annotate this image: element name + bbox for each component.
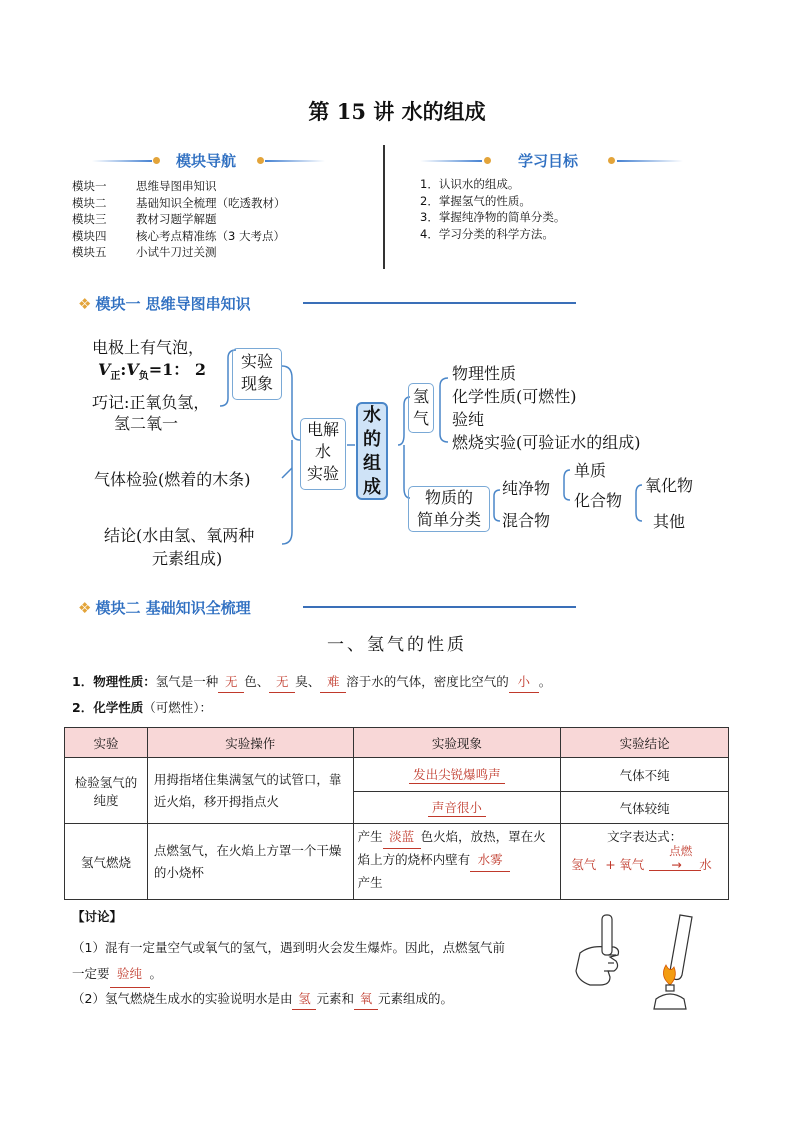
col-header: 实验结论 [561,728,729,758]
table-row [65,758,729,792]
experiment-table [64,727,729,900]
volume-ratio: $V_正:V_负=1$： 2 [98,360,206,383]
nav-item[interactable]: 模块三 教材习题学解题 [72,212,217,226]
center-topic-box: 水 的 组 成 [356,402,388,500]
table-cell: 产生 淡蓝 色火焰，放热，罩在火焰上方的烧杯内壁有 水雾 产生 [353,824,561,900]
nav-heading-dot-right [257,157,264,164]
answer-blank[interactable]: 声音很小 [428,798,486,817]
oxide: 氧化物 [645,476,694,495]
goals-heading-dot-right [608,157,615,164]
phenomenon-label-box: 实验 现象 [232,348,282,400]
module2-heading-line [303,606,576,608]
header-divider [383,145,385,269]
nav-item[interactable]: 模块一 思维导图串知识 [72,179,217,193]
nav-heading-line-left [92,160,152,162]
answer-blank[interactable]: 验纯 [110,961,150,988]
diamond-icon: ❖ [78,294,92,313]
diamond-icon: ❖ [78,598,92,617]
hydrogen-box: 氢 气 [408,383,434,433]
table-cell: 用拇指堵住集满氢气的试管口，靠近火焰，移开拇指点火 [147,758,353,824]
table-cell [353,792,561,824]
goals-heading: 学习目标 [518,152,579,170]
nav-heading: 模块导航 [176,152,237,170]
h-prop-purity: 验纯 [452,410,485,429]
h-prop-chemical: 化学性质(可燃性) [452,387,577,406]
physical-property: 1．物理性质：氢气是一种 无 色、 无 臭、 难 溶于水的气体，密度比空气的 小 。 [72,672,551,693]
pure-substance: 纯净物 [502,479,551,498]
alcohol-lamp-icon [654,985,686,1009]
module1-heading-line [303,302,576,304]
answer-blank[interactable]: 氧 [354,989,378,1010]
flame-icon [663,965,675,985]
goals-heading-dot-left [484,157,491,164]
module2-heading-text: 模块二 基础知识全梳理 [95,599,251,617]
table-cell: 检验氢气的纯度 [65,758,148,824]
hydrogen-test-illustration [570,905,720,1015]
col-header: 实验操作 [147,728,353,758]
electrolysis-box: 电解 水 实验 [300,418,346,490]
col-header: 实验现象 [353,728,561,758]
test-tube-icon [602,915,612,955]
phenomenon-line-1: 电极上有气泡， [92,338,205,357]
discussion-point-2: （2）氢气燃烧生成水的实验说明水是由 氢 元素和 氧 元素组成的。 [72,989,453,1010]
compound: 化合物 [574,491,623,510]
answer-blank[interactable]: 无 [218,672,244,693]
answer-blank[interactable]: 小 [509,672,539,693]
answer-blank[interactable]: 氢 [292,989,316,1010]
answer-blank[interactable]: 淡蓝 [383,826,421,849]
discussion-heading: 【讨论】 [72,909,123,924]
classify-box: 物质的 简单分类 [408,486,490,532]
nav-item[interactable]: 模块二 基础知识全梳理（吃透教材） [72,195,286,210]
goal-item: 2．掌握氢气的性质。 [420,193,531,208]
module2-heading [78,597,251,618]
answer-blank[interactable]: 水雾 [470,849,510,872]
simple-substance: 单质 [574,461,607,480]
h-prop-physical: 物理性质 [452,364,517,383]
answer-blank[interactable]: 难 [320,672,346,693]
table-cell: 气体较纯 [561,792,729,824]
goal-item: 4．学习分类的科学方法。 [420,226,554,241]
gas-test: 气体检验(燃着的木条) [94,470,251,489]
table-cell: 氢气燃烧 [65,824,148,900]
goals-heading-line-right [617,160,683,162]
nav-heading-line-right [265,160,325,162]
goals-list [420,176,565,242]
section-heading: 一、氢气的性质 [327,635,467,655]
nav-list [72,178,286,261]
chemical-property: 2．化学性质（可燃性）： [72,700,212,715]
nav-heading-dot-left [153,157,160,164]
table-cell: 文字表达式： 氢气 + 氧气 点燃 → 水 [561,824,729,900]
table-cell [353,758,561,792]
mnemonic-line-2: 氢二氧一 [114,414,179,433]
nav-item[interactable]: 模块四 核心考点精准练（3 大考点） [72,228,285,243]
other: 其他 [653,512,686,531]
goal-item: 3．掌握纯净物的简单分类。 [420,210,566,224]
conclusion-line-2: 元素组成) [152,549,223,568]
module1-heading [78,293,251,314]
h-prop-combustion: 燃烧实验(可验证水的组成) [452,433,641,452]
goals-heading-line-left [420,160,482,162]
discussion-point-1: （1）混有一定量空气或氧气的氢气，遇到明火会发生爆炸。因此，点燃氢气前 一定要 验纯 。 [72,935,567,988]
mixture: 混合物 [502,511,551,530]
module1-heading-text: 模块一 思维导图串知识 [95,295,251,313]
table-cell: 气体不纯 [561,758,729,792]
conclusion-line-1: 结论(水由氢、氧两种 [104,526,255,545]
table-row [65,824,729,900]
goal-item: 1．认识水的组成。 [420,177,520,191]
mnemonic-line-1: 巧记:正氧负氢， [92,393,210,412]
answer-blank[interactable]: 发出尖锐爆鸣声 [409,765,505,784]
table-header-row [65,728,729,758]
col-header: 实验 [65,728,148,758]
page-title: 第 15 讲 水的组成 [308,99,486,124]
word-equation: 氢气 + 氧气 点燃 → 水 [571,844,712,872]
table-cell: 点燃氢气，在火焰上方罩一个干燥的小烧杯 [147,824,353,900]
nav-item[interactable]: 模块五 小试牛刀过关测 [72,245,217,259]
answer-blank[interactable]: 无 [269,672,295,693]
